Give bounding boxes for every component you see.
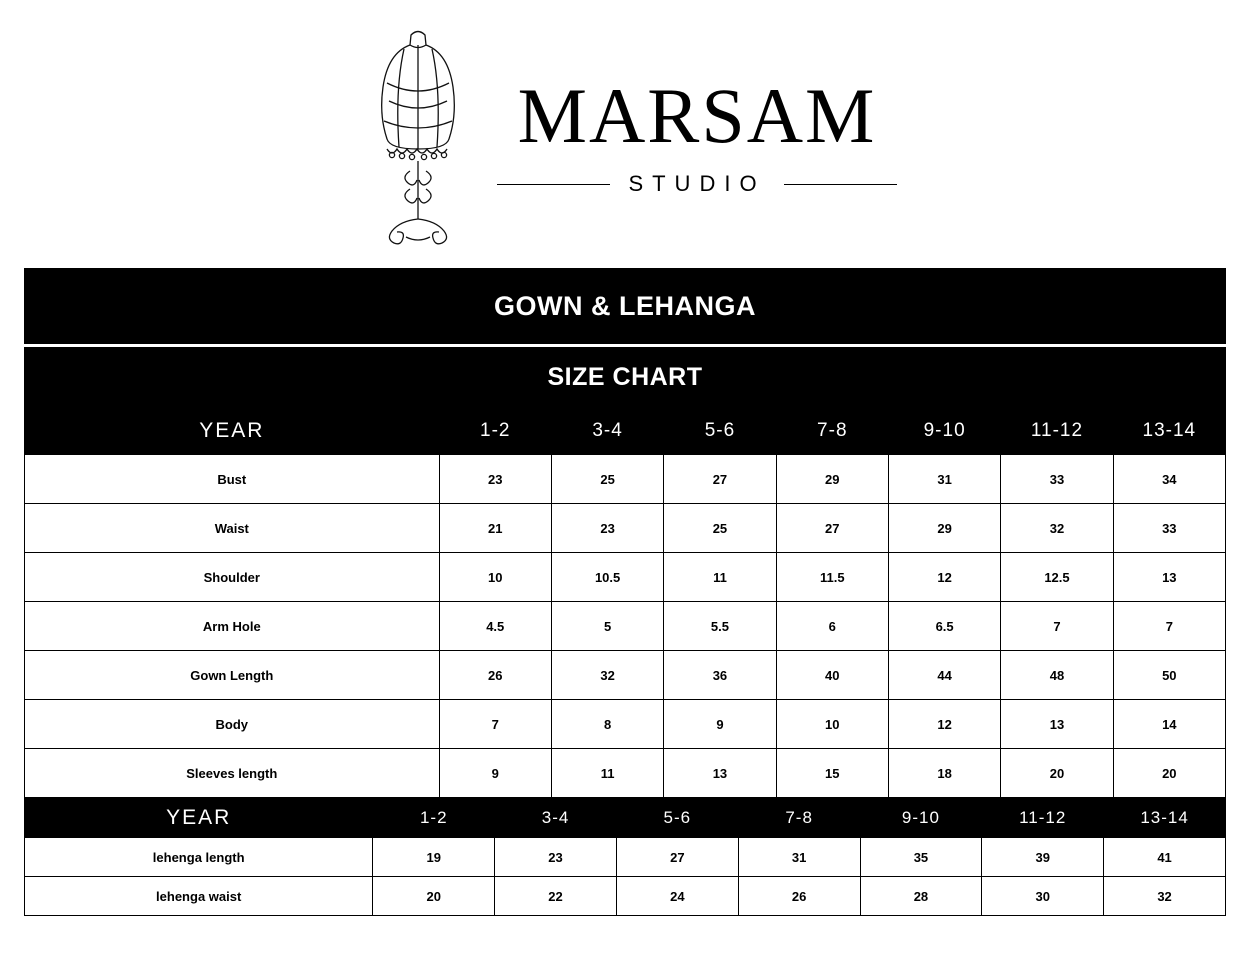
banner-subtitle: SIZE CHART [24, 347, 1226, 407]
cell: 11 [664, 553, 776, 602]
cell: 23 [495, 838, 617, 877]
cell: 36 [664, 651, 776, 700]
row-label: lehenga waist [25, 877, 373, 916]
cell: 19 [373, 838, 495, 877]
table-row [25, 838, 1226, 877]
row-label: Shoulder [25, 553, 440, 602]
row-label: Bust [25, 455, 440, 504]
brand-header [0, 0, 1250, 268]
lehenga-header-col-7: 13-14 [1104, 799, 1226, 838]
row-label: Sleeves length [25, 749, 440, 798]
table-row [25, 455, 1226, 504]
cell: 25 [551, 455, 663, 504]
cell: 33 [1113, 504, 1225, 553]
row-label: Arm Hole [25, 602, 440, 651]
brand-wordmark [497, 72, 897, 197]
row-label: lehenga length [25, 838, 373, 877]
cell: 44 [888, 651, 1000, 700]
brand-subtitle-row [497, 171, 897, 197]
cell: 27 [776, 504, 888, 553]
cell: 13 [664, 749, 776, 798]
lehenga-header-col-5: 9-10 [860, 799, 982, 838]
cell: 7 [1113, 602, 1225, 651]
cell: 31 [738, 838, 860, 877]
cell: 11.5 [776, 553, 888, 602]
header-col-3: 5-6 [664, 408, 776, 455]
cell: 32 [551, 651, 663, 700]
cell: 26 [738, 877, 860, 916]
lehenga-header-row [25, 799, 1226, 838]
cell: 34 [1113, 455, 1225, 504]
cell: 20 [1001, 749, 1113, 798]
dress-form-mannequin-icon [353, 21, 483, 251]
brand-subtitle: STUDIO [628, 171, 766, 196]
cell: 25 [664, 504, 776, 553]
table-row [25, 700, 1226, 749]
lehenga-header-year-label: YEAR [25, 799, 373, 838]
main-size-table [24, 407, 1226, 798]
cell: 20 [373, 877, 495, 916]
cell: 10 [776, 700, 888, 749]
cell: 13 [1113, 553, 1225, 602]
cell: 5 [551, 602, 663, 651]
cell: 28 [860, 877, 982, 916]
cell: 11 [551, 749, 663, 798]
lehenga-header-col-3: 5-6 [616, 799, 738, 838]
cell: 24 [616, 877, 738, 916]
lehenga-header-col-6: 11-12 [982, 799, 1104, 838]
cell: 12 [888, 553, 1000, 602]
cell: 7 [1001, 602, 1113, 651]
cell: 6 [776, 602, 888, 651]
lehenga-size-table [24, 798, 1226, 916]
cell: 9 [664, 700, 776, 749]
table-row [25, 651, 1226, 700]
cell: 5.5 [664, 602, 776, 651]
cell: 29 [776, 455, 888, 504]
header-col-2: 3-4 [551, 408, 663, 455]
cell: 27 [664, 455, 776, 504]
cell: 9 [439, 749, 551, 798]
cell: 23 [551, 504, 663, 553]
cell: 13 [1001, 700, 1113, 749]
cell: 31 [888, 455, 1000, 504]
lehenga-size-table-wrapper [24, 798, 1226, 916]
main-size-table-wrapper [24, 407, 1226, 798]
cell: 29 [888, 504, 1000, 553]
table-row [25, 553, 1226, 602]
header-col-7: 13-14 [1113, 408, 1225, 455]
cell: 32 [1104, 877, 1226, 916]
banner-title: GOWN & LEHANGA [24, 268, 1226, 344]
cell: 22 [495, 877, 617, 916]
cell: 12.5 [1001, 553, 1113, 602]
cell: 48 [1001, 651, 1113, 700]
row-label: Gown Length [25, 651, 440, 700]
cell: 39 [982, 838, 1104, 877]
cell: 21 [439, 504, 551, 553]
table-row [25, 877, 1226, 916]
header-col-6: 11-12 [1001, 408, 1113, 455]
cell: 35 [860, 838, 982, 877]
cell: 8 [551, 700, 663, 749]
cell: 6.5 [888, 602, 1000, 651]
cell: 30 [982, 877, 1104, 916]
table-row [25, 749, 1226, 798]
cell: 41 [1104, 838, 1226, 877]
row-label: Waist [25, 504, 440, 553]
table-row [25, 504, 1226, 553]
table-header-row [25, 408, 1226, 455]
cell: 10.5 [551, 553, 663, 602]
row-label: Body [25, 700, 440, 749]
cell: 32 [1001, 504, 1113, 553]
lehenga-header-col-2: 3-4 [495, 799, 617, 838]
cell: 18 [888, 749, 1000, 798]
cell: 7 [439, 700, 551, 749]
cell: 10 [439, 553, 551, 602]
cell: 20 [1113, 749, 1225, 798]
header-col-1: 1-2 [439, 408, 551, 455]
cell: 15 [776, 749, 888, 798]
cell: 33 [1001, 455, 1113, 504]
cell: 14 [1113, 700, 1225, 749]
header-year-label: YEAR [25, 408, 440, 455]
cell: 12 [888, 700, 1000, 749]
divider-right [784, 184, 897, 185]
brand-name: MARSAM [517, 72, 877, 159]
header-col-5: 9-10 [888, 408, 1000, 455]
lehenga-header-col-4: 7-8 [738, 799, 860, 838]
cell: 40 [776, 651, 888, 700]
cell: 26 [439, 651, 551, 700]
table-row [25, 602, 1226, 651]
header-col-4: 7-8 [776, 408, 888, 455]
lehenga-header-col-1: 1-2 [373, 799, 495, 838]
cell: 27 [616, 838, 738, 877]
divider-left [497, 184, 610, 185]
cell: 50 [1113, 651, 1225, 700]
cell: 23 [439, 455, 551, 504]
cell: 4.5 [439, 602, 551, 651]
